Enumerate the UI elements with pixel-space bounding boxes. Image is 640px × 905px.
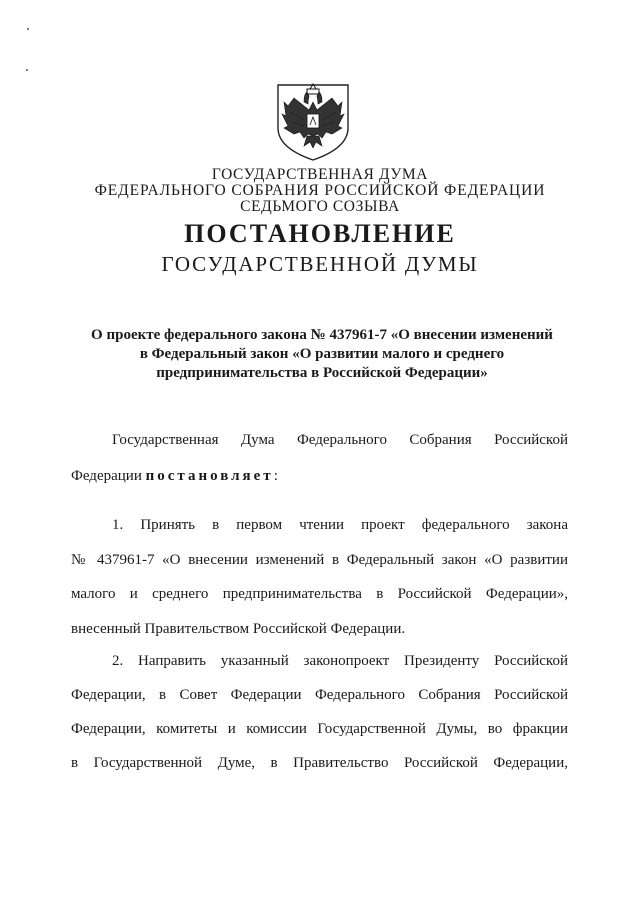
- item-2-line-3: Федерации, комитеты и комиссии Государственной Думы, во фракции: [71, 721, 568, 737]
- resolves-keyword: постановляет: [145, 468, 274, 484]
- item-1-line-3: малого и среднего предпринимательства в Российской Федерации»,: [71, 586, 568, 602]
- subject-line-3: предпринимательства в Российской Федерации»: [156, 365, 488, 381]
- document-subtitle: ГОСУДАРСТВЕННОЙ ДУМЫ: [161, 252, 479, 276]
- item-2-line-2: Федерации, в Совет Федерации Федерального Собрания Российской: [71, 687, 568, 703]
- state-emblem-icon: [274, 82, 352, 162]
- document-title: ПОСТАНОВЛЕНИЕ: [184, 219, 456, 248]
- subject-line-2: в Федеральный закон «О развитии малого и среднего: [139, 346, 505, 362]
- item-2-line-1: 2. Направить указанный законопроект Президенту Российской: [112, 653, 568, 669]
- scan-speck: [27, 28, 29, 30]
- header-line-1: ГОСУДАРСТВЕННАЯ ДУМА: [211, 166, 429, 183]
- preamble-colon: :: [273, 468, 278, 484]
- preamble-line-1: Государственная Дума Федерального Собрания Российской: [112, 432, 568, 448]
- item-1-line-4: внесенный Правительством Российской Федерации.: [71, 621, 406, 637]
- item-1-line-2: № 437961-7 «О внесении изменений в Федеральный закон «О развитии: [71, 552, 568, 568]
- header-line-2: ФЕДЕРАЛЬНОГО СОБРАНИЯ РОССИЙСКОЙ ФЕДЕРАЦИИ: [94, 182, 546, 199]
- subject-line-1: О проекте федерального закона № 437961-7 «О внесении изменений: [91, 327, 553, 343]
- scan-speck: [26, 69, 28, 71]
- document-subject: [86, 326, 558, 383]
- preamble-federation-text: Федерации: [71, 468, 146, 484]
- item-1-line-1: 1. Принять в первом чтении проект федерального закона: [112, 517, 568, 533]
- header-line-3: СЕДЬМОГО СОЗЫВА: [240, 198, 400, 215]
- item-2-line-4: в Государственной Думе, в Правительство Российской Федерации,: [71, 755, 568, 771]
- preamble-line-2: [71, 468, 568, 485]
